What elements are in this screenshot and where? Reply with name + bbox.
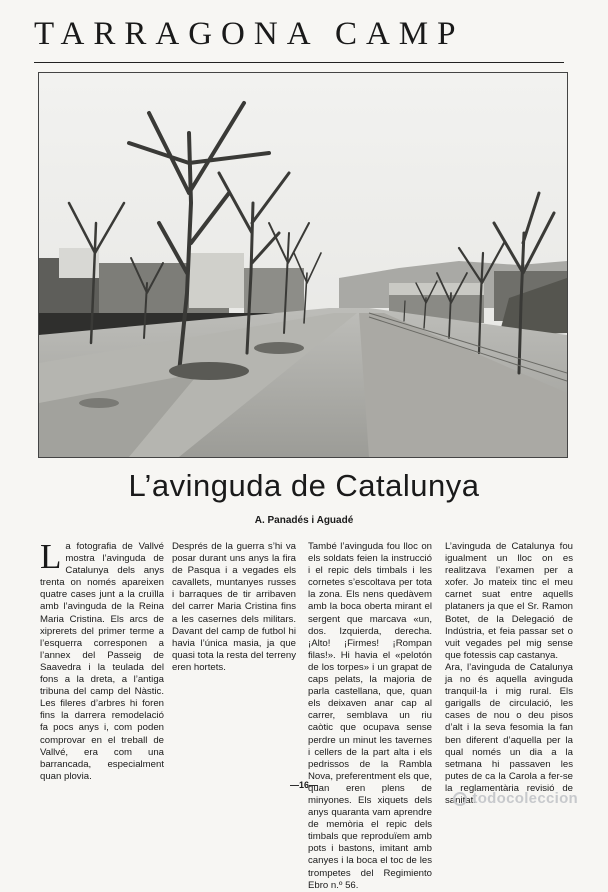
text-column-2 bbox=[172, 541, 296, 674]
paragraph-3: També l’avinguda fou lloc on els soldats feien la instrucció i el repic dels timbals i les cornetes s’escoltava per tota la zona. Els nens quedàvem amb la boca oberta mirant el sergent que marcava «un, dos. Izquierda, derecha. ¡Alto! ¡Firmes! ¡Rompan filas!». Hi havia el «pelotón de los torpes» i un grapat de caps pelats, la majoria de parla castellana, que, quan els deixaven anar cap al carrer, semblava un riu caòtic que ocupava sense perdre un minut les tavernes i cellers de la part alta i els pedrissos de la Rambla Nova, preferentment els que, quan eren plens de minyones. Els xiquets dels anys quaranta vam aprendre de memòria el repic dels timbals que reproduïem amb pots i bastons, imitant amb canyes i la boca el toc de les trompetes del Regimiento Ebro n.º 56. bbox=[308, 541, 432, 891]
paragraph-1: a fotografia de Vallvé mostra l’avinguda de Catalunya dels anys trenta on només apareixen quatre cases junt a la cruïlla amb l’avinguda de la Reina Maria Cristina. Els arcs de xiprerets del primer terme a l’esquerra corresponen a l’annex del Passeig de Saavedra i la teulada del fons a la dreta, a l’antiga tribuna del camp del Nàstic. Les fileres d’arbres hi foren fins la darrera remodelació fa pocs anys i, com poden comprovar en el treball de Vallvé, era com una barrancada, especialment quan plovia. bbox=[40, 541, 164, 782]
page-number: —16— bbox=[289, 780, 318, 790]
article-title: L’avinguda de Catalunya bbox=[128, 468, 480, 503]
street-photo-illustration bbox=[39, 73, 567, 457]
masthead: TARRAGONA CAMP bbox=[34, 16, 465, 52]
paragraph-2: Després de la guerra s’hi va posar durant uns anys la fira de Pasqua i a vegades els cavallets, muntanyes russes i barraques de tir arribaven del carrer Maria Cristina fins a les casernes dels militars. Davant del camp de futbol hi havia l’única masia, ja que quasi tota la resta del terreny eren hortets. bbox=[172, 541, 296, 673]
watermark bbox=[453, 790, 578, 807]
text-column-3 bbox=[308, 541, 432, 892]
text-column-1 bbox=[40, 537, 164, 783]
paragraph-4: L’avinguda de Catalunya fou igualment un lloc on es realitzava l’examen per a xofer. Jo mateix tinc el meu carnet suat entre aquells plataners ja que el Sr. Ramon Botet, de la Delegació de Indústria, et feia passar set o vuit vegades pel mig sense que fotessis cap castanya. bbox=[445, 541, 573, 661]
paragraph-5: Ara, l’avinguda de Catalunya ja no és aquella avinguda tranquil·la i mig rural. Els garigalls de circulació, les cases de nou o deu pisos d’alt i la seva fesomia la fan ben diferent d’aquella per la qual només un dia a la setmana hi passaven les putes de ca la Carola a fer-se la reglamentària revisió de sanitat. bbox=[445, 661, 573, 806]
watermark-text: todocoleccion bbox=[472, 790, 578, 807]
drop-cap: L bbox=[40, 537, 62, 576]
masthead-rule bbox=[34, 62, 564, 63]
text-column-4 bbox=[445, 541, 573, 807]
article-byline: A. Panadés i Aguadé bbox=[254, 515, 354, 526]
todocoleccion-logo-icon bbox=[453, 792, 467, 806]
article-photo bbox=[38, 72, 568, 458]
